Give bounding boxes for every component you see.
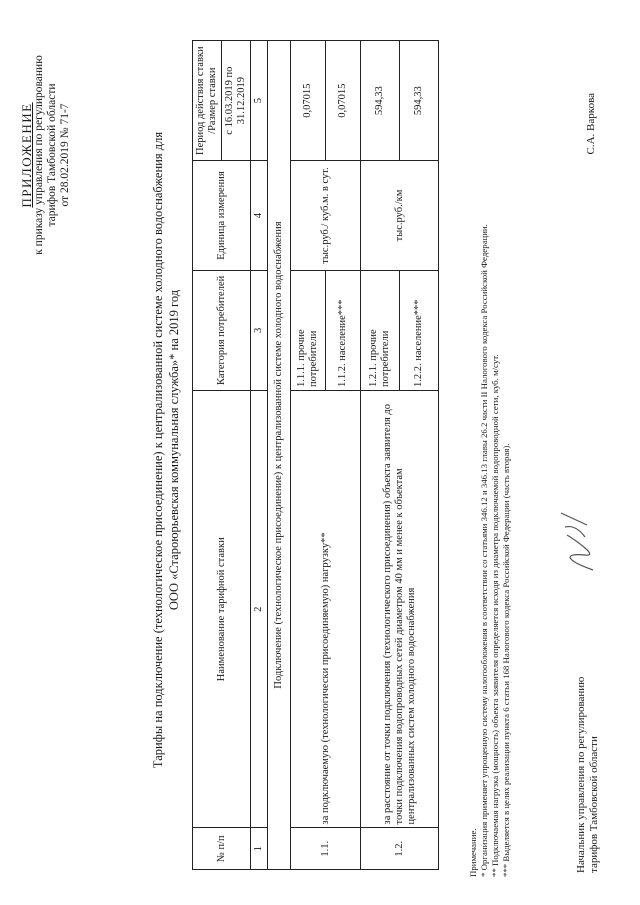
row-name: за подключаемую (технологически присоединяемую) нагрузку** [291, 391, 361, 828]
note-1: * Организация применяет упрощенную систему налогообложения в соответствии со статьями 346.12 и 346.13 главы 26.2 части II Налогового кодекса Российской Федерации. [479, 224, 489, 877]
header-period: Период действия ставки /Размер ставки [193, 41, 222, 161]
header-period-dates: с 16.03.2019 по 31.12.2019 [222, 41, 251, 161]
notes-heading: Примечание. [468, 828, 478, 877]
col-number: 4 [251, 161, 268, 270]
row-value: 594,33 [400, 41, 439, 161]
appendix-title: ПРИЛОЖЕНИЕ [19, 102, 34, 208]
note-2: ** Подключаемая нагрузка (мощность) объекта заявителя определяется исходя из диаметра подключаемой водопроводной сети, куб. м/сут. [490, 354, 500, 877]
row-unit: тыс.руб./км [361, 161, 439, 270]
tariff-table [192, 40, 439, 870]
signatory-position-1: Начальник управления по регулированию [575, 676, 587, 873]
row-unit: тыс.руб./ куб.м. в сут. [291, 161, 361, 270]
document-title: Тарифы на подключение (технологическое присоединение) к централизованной системе холодного водоснабжения для [151, 131, 165, 769]
table-row [291, 41, 326, 870]
header-unit: Единица измерения [193, 161, 251, 270]
signature-block [575, 33, 601, 873]
signatory-position-2: тарифов Тамбовской области [588, 736, 600, 873]
col-number: 1 [251, 828, 268, 870]
document-title-block [150, 35, 182, 865]
document-organization: ООО «Староюрьевская коммунальная служба»* на 2019 год [167, 289, 181, 611]
row-category: 1.2.2. население*** [400, 270, 439, 390]
appendix-line-2: тарифов Тамбовской области [46, 83, 58, 227]
row-num: 1.2. [361, 828, 439, 870]
row-value: 0,07015 [326, 41, 361, 161]
header-category: Категория потребителей [193, 270, 251, 390]
row-num: 1.1. [291, 828, 361, 870]
appendix-line-1: к приказу управления по регулированию [33, 55, 45, 255]
header-num: № п/п [193, 828, 251, 870]
signatory-name: С.А. Варкова [585, 93, 597, 155]
table-row [361, 41, 400, 870]
col-number: 3 [251, 270, 268, 390]
row-value: 594,33 [361, 41, 400, 161]
row-name: за расстояние от точки подключения (технологического присоединения) объекта заявителя до точки подключения водопроводных сетей диаметром 40 мм и менее к объектам централизованных систем холодного водоснабжения [361, 391, 439, 828]
appendix-header [20, 25, 72, 285]
section-row [268, 41, 291, 870]
notes-block [468, 37, 512, 877]
row-category: 1.2.1. прочие потребители [361, 270, 400, 390]
note-3: *** Выделяется в целях реализации пункта 6 статьи 168 Налогового кодекса Российской Федерации (часть вторая). [501, 443, 511, 877]
table-header-row [193, 41, 222, 870]
col-number: 5 [251, 41, 268, 161]
section-title: Подключение (технологическое присоединение) к централизованной системе холодного водоснабжения [268, 41, 291, 870]
row-value: 0,07015 [291, 41, 326, 161]
row-category: 1.1.1. прочие потребители [291, 270, 326, 390]
col-number: 2 [251, 391, 268, 828]
appendix-line-3: от 28.02.2019 № 71-7 [59, 103, 71, 207]
header-name: Наименование тарифной ставки [193, 391, 251, 828]
column-number-row [251, 41, 268, 870]
row-category: 1.1.2. население*** [326, 270, 361, 390]
